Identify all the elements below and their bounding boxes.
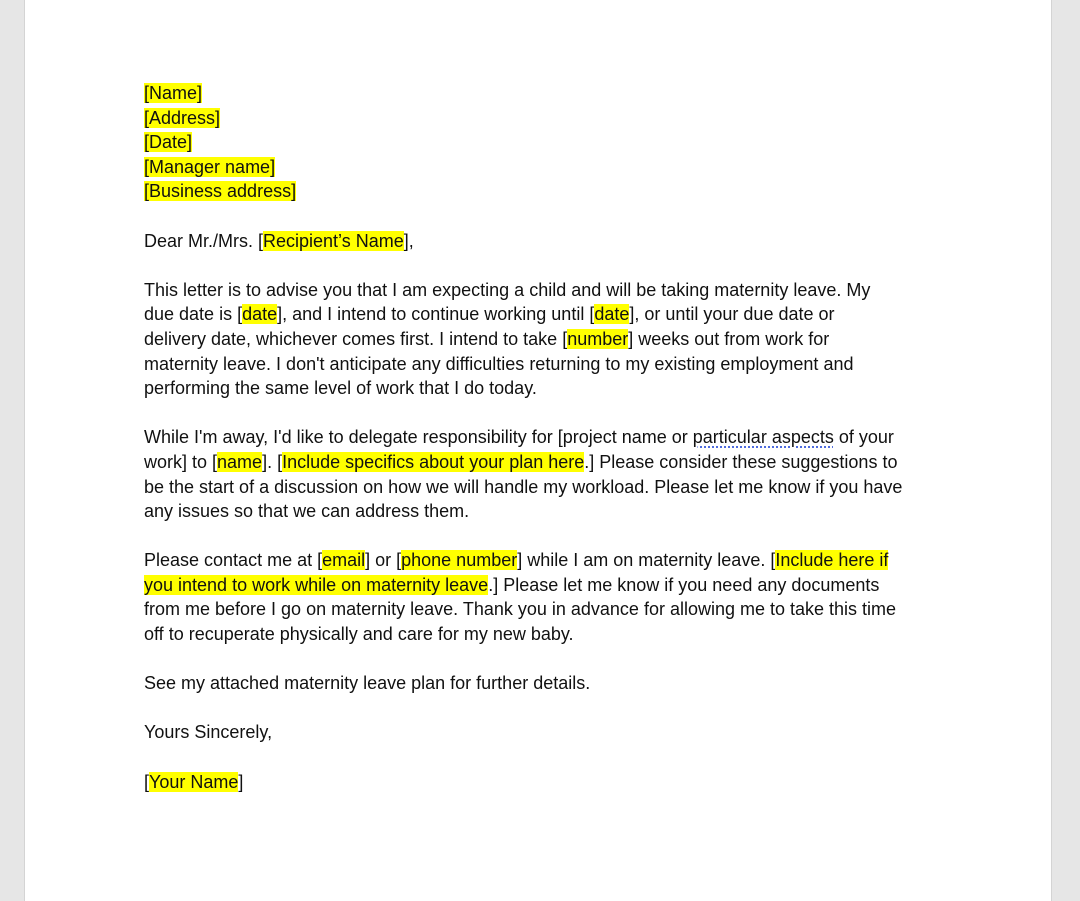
closing: Yours Sincerely,	[144, 722, 273, 743]
phone-number-placeholder: phone number	[401, 550, 518, 571]
paragraph-contact: Please contact me at [email] or [phone number] while I am on maternity leave. [Include here if you intend to work while on maternity leave.] Please let me know if you need any documents from me before I go on maternity leave. Thank you in advance for allowing me to take this time off to recuperate physically and care for my new baby.	[144, 550, 897, 645]
address-placeholder: [Address]	[144, 107, 221, 128]
letter-body[interactable]	[144, 81, 944, 794]
signature: [Your Name]	[144, 771, 244, 792]
weeks-number-placeholder: number	[567, 328, 629, 349]
email-placeholder: email	[322, 550, 366, 571]
delegate-name-placeholder: name	[217, 451, 263, 472]
work-until-date-placeholder: date	[594, 304, 630, 325]
recipient-name-placeholder: Recipient’s Name	[263, 230, 404, 251]
sender-block	[144, 81, 944, 204]
document-page	[24, 0, 1052, 901]
paragraph-intro: This letter is to advise you that I am expecting a child and will be taking maternity leave. My due date is [date], and I intend to continue working until [date], or until your due date or delivery date, whichever comes first. I intend to take [number] weeks out from work for maternity leave. I don't anticipate any difficulties returning to my existing employment and performing the same level of work that I do today.	[144, 279, 871, 399]
plan-specifics-placeholder: Include specifics about your plan here	[282, 451, 585, 472]
salutation: Dear Mr./Mrs. [Recipient’s Name],	[144, 230, 414, 251]
manager-name-placeholder: [Manager name]	[144, 156, 276, 177]
work-intent-placeholder-cont: you intend to work while on maternity leave	[144, 574, 489, 595]
work-intent-placeholder: Include here if	[775, 550, 889, 571]
your-name-placeholder: Your Name	[149, 771, 239, 792]
date-placeholder: [Date]	[144, 132, 193, 153]
due-date-placeholder: date	[242, 304, 278, 325]
paragraph-delegation: While I'm away, I'd like to delegate responsibility for [project name or particular aspects of your work] to [name]. [Include specifics about your plan here.] Please consider these suggestions to be the start of a discussion on how we will handle my workload. Please let me know if you have any issues so that we can address them.	[144, 427, 903, 522]
business-address-placeholder: [Business address]	[144, 181, 297, 202]
paragraph-attachment: See my attached maternity leave plan for further details.	[144, 673, 591, 694]
name-placeholder: [Name]	[144, 83, 203, 103]
grammar-flagged-text[interactable]: particular aspects	[692, 427, 834, 448]
